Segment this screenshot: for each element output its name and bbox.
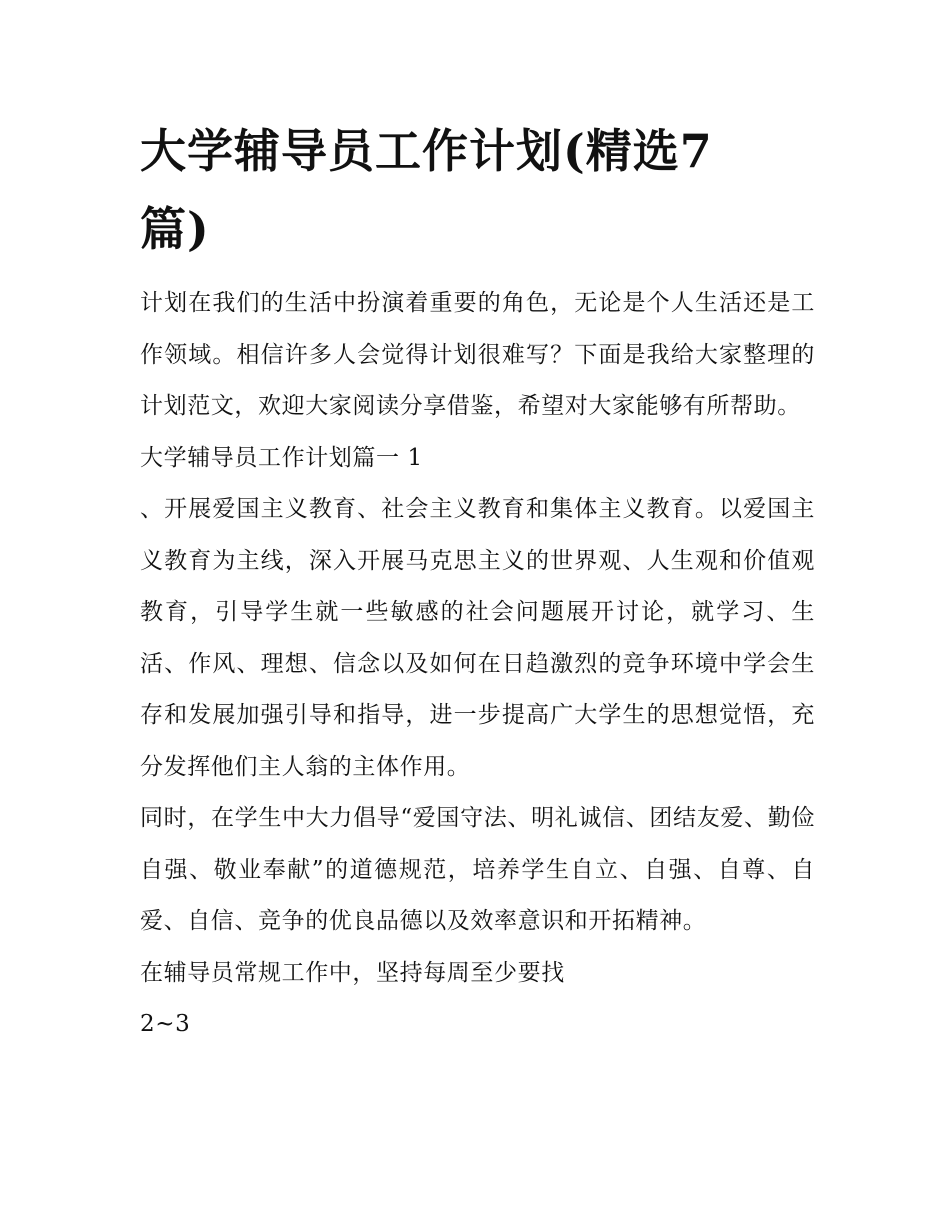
document-title: 大学辅导员工作计划(精选7篇) — [140, 124, 713, 256]
section-heading: 大学辅导员工作计划篇一 1 — [140, 444, 423, 471]
intro-paragraph: 计划在我们的生活中扮演着重要的角色，无论是个人生活还是工作领域。相信许多人会觉得计划很难写？下面是我给大家整理的计划范文，欢迎大家阅读分享借鉴，希望对大家能够有所帮助。 — [140, 290, 815, 419]
body-paragraph: 2~3 — [140, 1011, 191, 1037]
body-paragraph: 同时，在学生中大力倡导“爱国守法、明礼诚信、团结友爱、勤俭自强、敬业奉献”的道德规范，培养学生自立、自强、自尊、自爱、自信、竞争的优良品德以及效率意识和开拓精神。 — [140, 805, 815, 934]
body-paragraph: 在辅导员常规工作中，坚持每周至少要找 — [140, 959, 565, 986]
body-paragraph: 、开展爱国主义教育、社会主义教育和集体主义教育。以爱国主义教育为主线，深入开展马克思主义的世界观、人生观和价值观教育，引导学生就一些敏感的社会问题展开讨论，就学习、生活、作风、理想、信念以及如何在日趋激烈的竞争环境中学会生存和发展加强引导和指导，进一步提高广大学生的思想觉悟，充分发挥他们主人翁的主体作用。 — [140, 496, 815, 780]
document-body — [140, 278, 815, 1051]
